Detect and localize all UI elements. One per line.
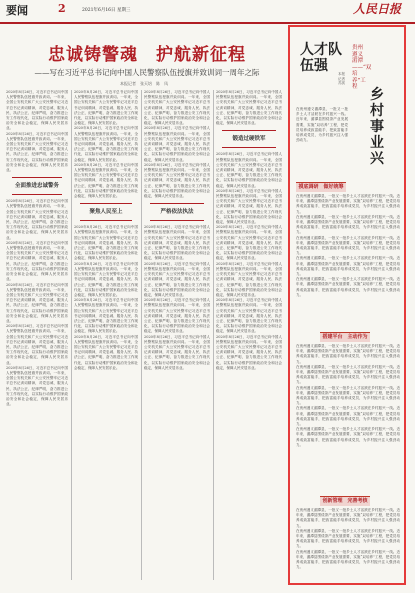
- body-text: 2020年8月26日，习近平总书记向中国人民警察队伍授旗并致训词。一年来，全国公安机关和广大公安民警牢记习近平总书记训词精神，对党忠诚、服务人民、执法公正、纪律严明，奋力推进公安工作现代化，以实际行动维护国家政治安全和社会稳定，保障人民安居乐业。: [6, 131, 68, 173]
- column-divider: [71, 90, 72, 580]
- article-column-2: [74, 90, 138, 580]
- body-text: 2020年8月26日，习近平总书记向中国人民警察队伍授旗并致训词。一年来，全国公安机关和广大公安民警牢记习近平总书记训词精神，对党忠诚、服务人民、执法公正、纪律严明，奋力推进公安工作现代化，以实际行动维护国家政治安全和社会稳定，保障人民安居乐业。: [144, 298, 210, 334]
- sidebar-title-line-2: 乡村事业兴: [370, 87, 384, 167]
- column-divider: [213, 90, 214, 580]
- body-text: 2020年8月26日，习近平总书记向中国人民警察队伍授旗并致训词。一年来，全国公安机关和广大公安民警牢记习近平总书记训词精神，对党忠诚、服务人民、执法公正、纪律严明，奋力推进公安工作现代化，以实际行动维护国家政治安全和社会稳定，保障人民安居乐业。: [216, 188, 282, 225]
- body-text: 在贵州遵义湄潭县，一批又一批乡土人才活跃在乡村振兴一线。近年来，湄潭县围绕茶产业发展需要，实施“双培养”工程，把党员培养成致富能手，把致富能手培养成党员，为乡村振兴注入强劲动力。: [296, 364, 400, 385]
- sidebar-intro-text: [296, 107, 348, 182]
- body-text: 在贵州遵义湄潭县，一批又一批乡土人才活跃在乡村振兴一线。近年来，湄潭县围绕茶产业发展需要，实施“双培养”工程，把党员培养成致富能手，把致富能手培养成党员，为乡村振兴注入强劲动力。: [296, 549, 400, 570]
- body-text: 2020年8月26日，习近平总书记向中国人民警察队伍授旗并致训词。一年来，全国公安机关和广大公安民警牢记习近平总书记训词精神，对党忠诚、服务人民、执法公正、纪律严明，奋力推进公安工作现代化，以实际行动维护国家政治安全和社会稳定，保障人民安居乐业。: [144, 225, 210, 261]
- body-text: 2020年8月26日，习近平总书记向中国人民警察队伍授旗并致训词。一年来，全国公安机关和广大公安民警牢记习近平总书记训词精神，对党忠诚、服务人民、执法公正、纪律严明，奋力推进公安工作现代化，以实际行动维护国家政治安全和社会稳定，保障人民安居乐业。: [144, 261, 210, 297]
- body-text: 在贵州遵义湄潭县，一批又一批乡土人才活跃在乡村振兴一线。近年来，湄潭县围绕茶产业发展需要，实施“双培养”工程，把党员培养成致富能手，把致富能手培养成党员，为乡村振兴注入强劲动力。: [296, 508, 400, 528]
- section-name: 要闻: [6, 4, 28, 17]
- article-column-1: [6, 90, 68, 580]
- body-text: 2020年8月26日，习近平总书记向中国人民警察队伍授旗并致训词。一年来，全国公安机关和广大公安民警牢记习近平总书记训词精神，对党忠诚、服务人民、执法公正、纪律严明，奋力推进公安工作现代化，以实际行动维护国家政治安全和社会稳定，保障人民安居乐业。: [6, 90, 68, 131]
- subhead-box: 全面推进忠诚警务: [12, 177, 62, 195]
- body-text: 2020年8月26日，习近平总书记向中国人民警察队伍授旗并致训词。一年来，全国公安机关和广大公安民警牢记习近平总书记训词精神，对党忠诚、服务人民、执法公正、纪律严明，奋力推进公安工作现代化，以实际行动维护国家政治安全和社会稳定，保障人民安居乐业。: [144, 334, 210, 370]
- sub-headline: ——写在习近平总书记向中国人民警察队伍授旗并致训词一周年之际: [34, 68, 260, 77]
- featured-sidebar-article: [288, 25, 406, 585]
- newspaper-masthead: 人民日报: [352, 2, 401, 16]
- article-byline: 本报记者 张天培 陈 凤: [120, 81, 168, 86]
- body-text: 2020年8月26日，习近平总书记向中国人民警察队伍授旗并致训词。一年来，全国公安机关和广大公安民警牢记习近平总书记训词精神，对党忠诚、服务人民、执法公正、纪律严明，奋力推进公安工作现代化，以实际行动维护国家政治安全和社会稳定，保障人民安居乐业。: [144, 90, 210, 126]
- body-text: 在贵州遵义湄潭县，一批又一批乡土人才活跃在乡村振兴一线。近年来，湄潭县围绕茶产业发展需要，实施“双培养”工程，把党员培养成致富能手，把致富能手培养成党员，为乡村振兴注入强劲动力。: [296, 214, 400, 235]
- body-text: 在贵州遵义湄潭县，一批又一批乡土人才活跃在乡村振兴一线。近年来，湄潭县围绕茶产业发展需要，实施“双培养”工程，把党员培养成致富能手，把致富能手培养成党员，为乡村振兴注入强劲动力。: [296, 385, 400, 406]
- body-text: 2020年8月26日，习近平总书记向中国人民警察队伍授旗并致训词。一年来，全国公安机关和广大公安民警牢记习近平总书记训词精神，对党忠诚、服务人民、执法公正、纪律严明，奋力推进公安工作现代化，以实际行动维护国家政治安全和社会稳定，保障人民安居乐业。: [216, 152, 282, 188]
- body-text: 2020年8月26日，习近平总书记向中国人民警察队伍授旗并致训词。一年来，全国公安机关和广大公安民警牢记习近平总书记训词精神，对党忠诚、服务人民、执法公正、纪律严明，奋力推进公安工作现代化，以实际行动维护国家政治安全和社会稳定，保障人民安居乐业。: [74, 126, 138, 162]
- subhead-box: 严格依法执法: [150, 203, 204, 221]
- body-text: 2020年8月26日，习近平总书记向中国人民警察队伍授旗并致训词。一年来，全国公安机关和广大公安民警牢记习近平总书记训词精神，对党忠诚、服务人民、执法公正、纪律严明，奋力推进公安工作现代化，以实际行动维护国家政治安全和社会稳定，保障人民安居乐业。: [6, 324, 68, 365]
- body-text: 2020年8月26日，习近平总书记向中国人民警察队伍授旗并致训词。一年来，全国公安机关和广大公安民警牢记习近平总书记训词精神，对党忠诚、服务人民、执法公正、纪律严明，奋力推进公安工作现代化，以实际行动维护国家政治安全和社会稳定，保障人民安居乐业。: [74, 90, 138, 126]
- page-number: 2: [58, 2, 66, 15]
- article-column-4: [216, 90, 282, 580]
- body-text: 2020年8月26日，习近平总书记向中国人民警察队伍授旗并致训词。一年来，全国公安机关和广大公安民警牢记习近平总书记训词精神，对党忠诚、服务人民、执法公正、纪律严明，奋力推进公安工作现代化，以实际行动维护国家政治安全和社会稳定，保障人民安居乐业。: [144, 162, 210, 199]
- body-text: 2020年8月26日，习近平总书记向中国人民警察队伍授旗并致训词。一年来，全国公安机关和广大公安民警牢记习近平总书记训词精神，对党忠诚、服务人民、执法公正、纪律严明，奋力推进公安工作现代化，以实际行动维护国家政治安全和社会稳定，保障人民安居乐业。: [6, 365, 68, 407]
- body-text: 2020年8月26日，习近平总书记向中国人民警察队伍授旗并致训词。一年来，全国公安机关和广大公安民警牢记习近平总书记训词精神，对党忠诚、服务人民、执法公正、纪律严明，奋力推进公安工作现代化，以实际行动维护国家政治安全和社会稳定，保障人民安居乐业。: [74, 225, 138, 261]
- sidebar-kicker: 贵州遵义湄潭——“双培养”工程: [352, 45, 372, 90]
- body-text: 2020年8月26日，习近平总书记向中国人民警察队伍授旗并致训词。一年来，全国公安机关和广大公安民警牢记习近平总书记训词精神，对党忠诚、服务人民、执法公正、纪律严明，奋力推进公安工作现代化，以实际行动维护国家政治安全和社会稳定，保障人民安居乐业。: [74, 261, 138, 297]
- body-text: 在贵州遵义湄潭县，一批又一批乡土人才活跃在乡村振兴一线。近年来，湄潭县围绕茶产业发展需要，实施“双培养”工程，把党员培养成致富能手，把致富能手培养成党员，为乡村振兴注入强劲动力。: [296, 194, 400, 214]
- body-text: 在贵州遵义湄潭县，一批又一批乡土人才活跃在乡村振兴一线。近年来，湄潭县围绕茶产业发展需要，实施“双培养”工程，把党员培养成致富能手，把致富能手培养成党员，为乡村振兴注入强劲动力。: [296, 528, 400, 549]
- main-headline: 忠诚铸警魂 护航新征程: [48, 45, 246, 65]
- sidebar-text-block: [296, 194, 400, 329]
- body-text: 2020年8月26日，习近平总书记向中国人民警察队伍授旗并致训词。一年来，全国公安机关和广大公安民警牢记习近平总书记训词精神，对党忠诚、服务人民、执法公正、纪律严明，奋力推进公安工作现代化，以实际行动维护国家政治安全和社会稳定，保障人民安居乐业。: [6, 282, 68, 323]
- article-column-3: [144, 90, 210, 580]
- body-text: 2020年8月26日，习近平总书记向中国人民警察队伍授旗并致训词。一年来，全国公安机关和广大公安民警牢记习近平总书记训词精神，对党忠诚、服务人民、执法公正、纪律严明，奋力推进公安工作现代化，以实际行动维护国家政治安全和社会稳定，保障人民安居乐业。: [74, 162, 138, 199]
- sidebar-text-block: [296, 344, 400, 492]
- issue-date: 2021年6月16日 星期三: [82, 8, 131, 13]
- body-text: 在贵州遵义湄潭县，一批又一批乡土人才活跃在乡村振兴一线。近年来，湄潭县围绕茶产业发展需要，实施“双培养”工程，把党员培养成致富能手，把致富能手培养成党员，为乡村振兴注入强劲动力。: [296, 344, 400, 364]
- body-text: 2020年8月26日，习近平总书记向中国人民警察队伍授旗并致训词。一年来，全国公安机关和广大公安民警牢记习近平总书记训词精神，对党忠诚、服务人民、执法公正、纪律严明，奋力推进公安工作现代化，以实际行动维护国家政治安全和社会稳定，保障人民安居乐业。: [216, 298, 282, 334]
- body-text: 2020年8月26日，习近平总书记向中国人民警察队伍授旗并致训词。一年来，全国公安机关和广大公安民警牢记习近平总书记训词精神，对党忠诚、服务人民、执法公正、纪律严明，奋力推进公安工作现代化，以实际行动维护国家政治安全和社会稳定，保障人民安居乐业。: [216, 334, 282, 370]
- sidebar-byline: 本报记者 苏滨: [338, 72, 349, 85]
- sidebar-title-line-1: 人才队伍强: [300, 42, 342, 74]
- body-text: 在贵州遵义湄潭县，一批又一批乡土人才活跃在乡村振兴一线。近年来，湄潭县围绕茶产业发展需要，实施“双培养”工程，把党员培养成致富能手，把致富能手培养成党员，为乡村振兴注入强劲动力。: [296, 427, 400, 447]
- body-text: 在贵州遵义湄潭县，一批又一批乡土人才活跃在乡村振兴一线。近年来，湄潭县围绕茶产业发展需要，实施“双培养”工程，把党员培养成致富能手，把致富能手培养成党员，为乡村振兴注入强劲动力。: [296, 107, 348, 143]
- sidebar-subhead: 搭建平台 主动作为: [320, 332, 370, 342]
- body-text: 2020年8月26日，习近平总书记向中国人民警察队伍授旗并致训词。一年来，全国公安机关和广大公安民警牢记习近平总书记训词精神，对党忠诚、服务人民、执法公正、纪律严明，奋力推进公安工作现代化，以实际行动维护国家政治安全和社会稳定，保障人民安居乐业。: [216, 225, 282, 261]
- body-text: 在贵州遵义湄潭县，一批又一批乡土人才活跃在乡村振兴一线。近年来，湄潭县围绕茶产业发展需要，实施“双培养”工程，把党员培养成致富能手，把致富能手培养成党员，为乡村振兴注入强劲动力。: [296, 235, 400, 256]
- body-text: 2020年8月26日，习近平总书记向中国人民警察队伍授旗并致训词。一年来，全国公安机关和广大公安民警牢记习近平总书记训词精神，对党忠诚、服务人民、执法公正、纪律严明，奋力推进公安工作现代化，以实际行动维护国家政治安全和社会稳定，保障人民安居乐业。: [216, 261, 282, 297]
- column-divider: [141, 90, 142, 580]
- sidebar-text-block: [296, 508, 400, 581]
- sidebar-subhead: 创新管理 完善考核: [320, 496, 370, 506]
- body-text: 在贵州遵义湄潭县，一批又一批乡土人才活跃在乡村振兴一线。近年来，湄潭县围绕茶产业发展需要，实施“双培养”工程，把党员培养成致富能手，把致富能手培养成党员，为乡村振兴注入强劲动力。: [296, 277, 400, 297]
- body-text: 2020年8月26日，习近平总书记向中国人民警察队伍授旗并致训词。一年来，全国公安机关和广大公安民警牢记习近平总书记训词精神，对党忠诚、服务人民、执法公正、纪律严明，奋力推进公安工作现代化，以实际行动维护国家政治安全和社会稳定，保障人民安居乐业。: [74, 298, 138, 334]
- body-text: 在贵州遵义湄潭县，一批又一批乡土人才活跃在乡村振兴一线。近年来，湄潭县围绕茶产业发展需要，实施“双培养”工程，把党员培养成致富能手，把致富能手培养成党员，为乡村振兴注入强劲动力。: [296, 256, 400, 277]
- body-text: 2020年8月26日，习近平总书记向中国人民警察队伍授旗并致训词。一年来，全国公安机关和广大公安民警牢记习近平总书记训词精神，对党忠诚、服务人民、执法公正、纪律严明，奋力推进公安工作现代化，以实际行动维护国家政治安全和社会稳定，保障人民安居乐业。: [144, 126, 210, 162]
- body-text: 2020年8月26日，习近平总书记向中国人民警察队伍授旗并致训词。一年来，全国公安机关和广大公安民警牢记习近平总书记训词精神，对党忠诚、服务人民、执法公正、纪律严明，奋力推进公安工作现代化，以实际行动维护国家政治安全和社会稳定，保障人民安居乐业。: [6, 240, 68, 282]
- page-header: [0, 0, 415, 24]
- subhead-box: 聚焦人民至上: [80, 203, 132, 221]
- body-text: 在贵州遵义湄潭县，一批又一批乡土人才活跃在乡村振兴一线。近年来，湄潭县围绕茶产业发展需要，实施“双培养”工程，把党员培养成致富能手，把致富能手培养成党员，为乡村振兴注入强劲动力。: [296, 406, 400, 427]
- body-text: 2020年8月26日，习近平总书记向中国人民警察队伍授旗并致训词。一年来，全国公安机关和广大公安民警牢记习近平总书记训词精神，对党忠诚、服务人民、执法公正、纪律严明，奋力推进公安工作现代化，以实际行动维护国家政治安全和社会稳定，保障人民安居乐业。: [74, 334, 138, 370]
- sidebar-subhead: 摸底调研 做好统筹: [296, 182, 346, 192]
- subhead-box: 锻造过硬铁军: [222, 130, 276, 148]
- body-text: 2020年8月26日，习近平总书记向中国人民警察队伍授旗并致训词。一年来，全国公安机关和广大公安民警牢记习近平总书记训词精神，对党忠诚、服务人民、执法公正、纪律严明，奋力推进公安工作现代化，以实际行动维护国家政治安全和社会稳定，保障人民安居乐业。: [216, 90, 282, 126]
- body-text: 2020年8月26日，习近平总书记向中国人民警察队伍授旗并致训词。一年来，全国公安机关和广大公安民警牢记习近平总书记训词精神，对党忠诚、服务人民、执法公正、纪律严明，奋力推进公安工作现代化，以实际行动维护国家政治安全和社会稳定，保障人民安居乐业。: [6, 199, 68, 240]
